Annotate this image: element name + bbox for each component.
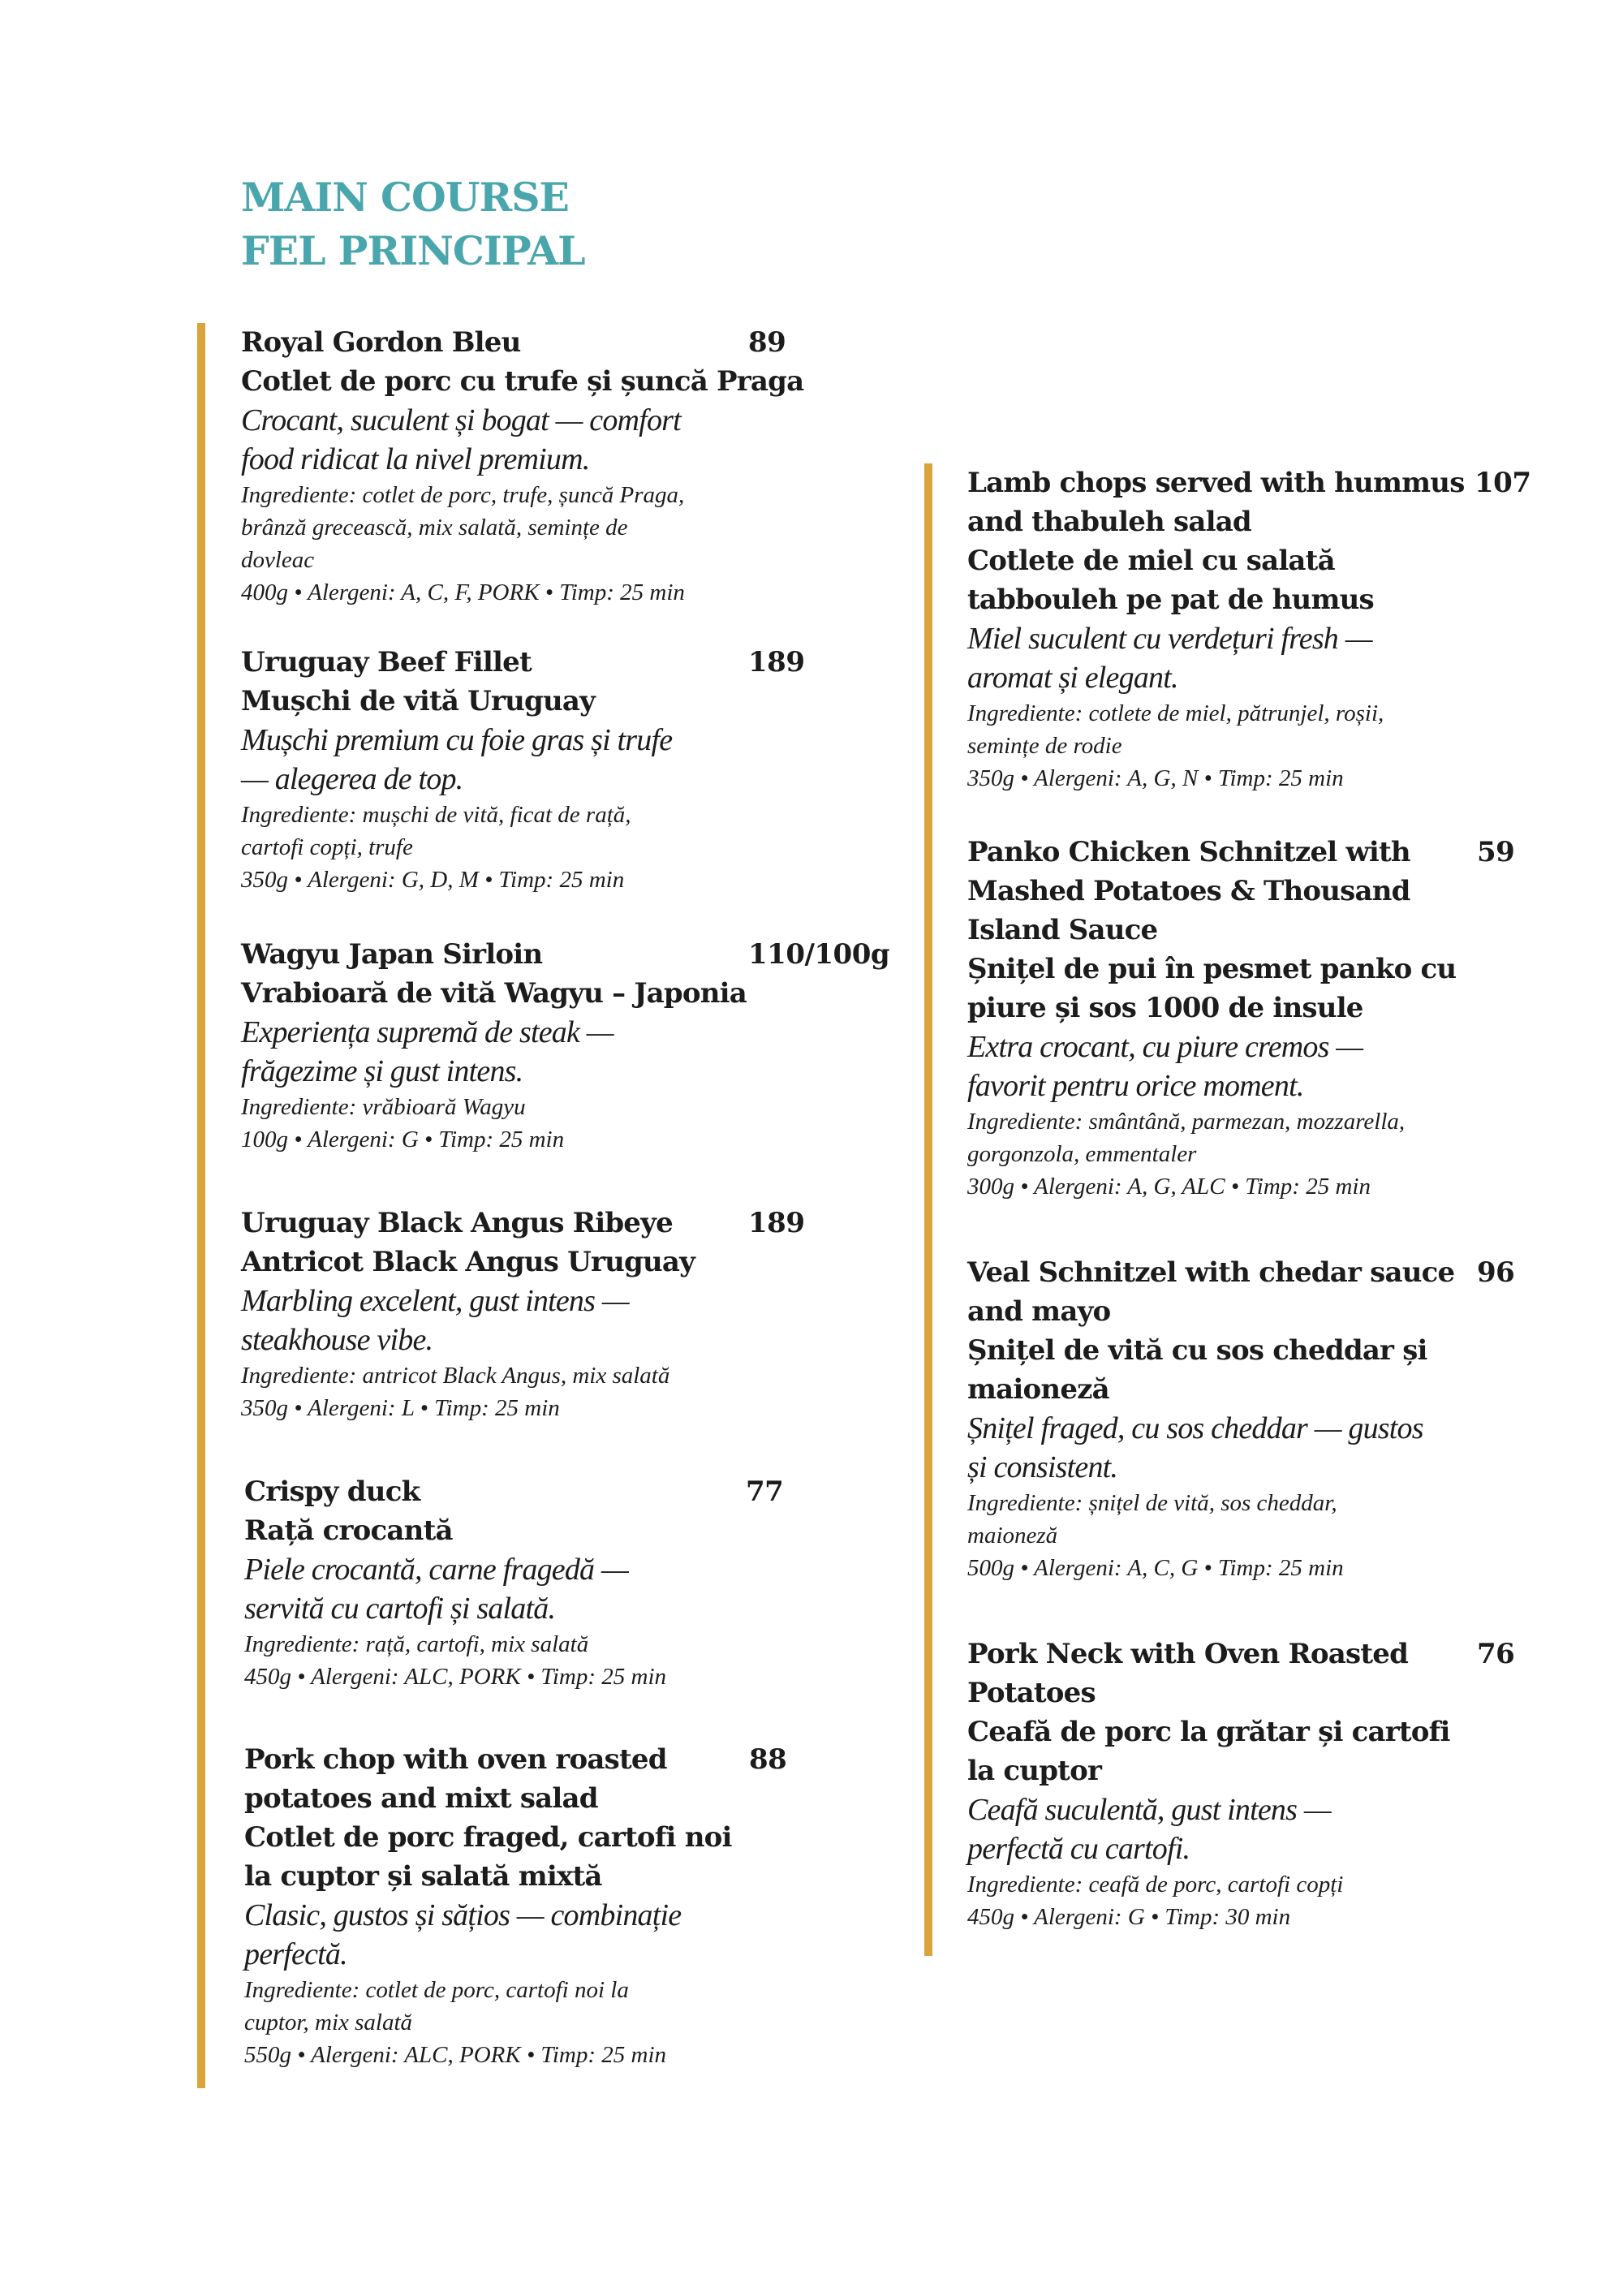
item-name: Pork chop with oven roasted potatoes and mixt salad <box>244 1743 667 1815</box>
page-title <box>241 170 585 278</box>
menu-item <box>241 643 842 896</box>
item-ingredients: Ingrediente: cotlet de porc, cartofi noi la cuptor, mix salată 550g • Alergeni: ALC, PORK • Timp: 25 min <box>244 1977 667 2068</box>
item-name-ro: Cotlete de miel cu salată tabbouleh pe pat de humus <box>967 545 1374 616</box>
item-price: 110/100g <box>748 938 890 971</box>
item-ingredients: Ingrediente: antricot Black Angus, mix salată 350g • Alergeni: L • Timp: 25 min <box>241 1363 670 1421</box>
menu-item <box>967 1635 1515 1933</box>
item-ingredients: Ingrediente: șnițel de vită, sos cheddar, maioneză 500g • Alergeni: A, C, G • Timp: 25 min <box>967 1490 1344 1581</box>
menu-item <box>241 323 842 609</box>
item-name: Lamb chops served with hummus and thabuleh salad <box>967 467 1465 538</box>
item-description: Clasic, gustos și sățios — combinație perfectă. <box>244 1898 682 1971</box>
item-name-ro: Rață crocantă <box>244 1514 453 1547</box>
item-name-ro: Antricot Black Angus Uruguay <box>241 1246 695 1278</box>
menu-item <box>967 833 1515 1203</box>
item-name: Panko Chicken Schnitzel with Mashed Potatoes & Thousand Island Sauce <box>967 836 1410 946</box>
menu-item <box>241 1204 842 1424</box>
item-description: Marbling excelent, gust intens — steakhouse vibe. <box>241 1284 629 1357</box>
item-name: Uruguay Beef Fillet <box>241 646 532 678</box>
item-description: Crocant, suculent și bogat — comfort food ridicat la nivel premium. <box>241 403 681 476</box>
item-name: Uruguay Black Angus Ribeye <box>241 1207 673 1239</box>
item-description: Extra crocant, cu piure cremos — favorit pentru orice moment. <box>967 1030 1363 1103</box>
item-description: Miel suculent cu verdețuri fresh — aromat și elegant. <box>967 622 1372 695</box>
item-name-ro: Șnițel de pui în pesmet panko cu piure și sos 1000 de insule <box>967 953 1457 1024</box>
item-ingredients: Ingrediente: mușchi de vită, ficat de rață, cartofi copți, trufe 350g • Alergeni: G, D, M • Timp: 25 min <box>241 802 631 893</box>
item-name-ro: Vrabioară de vită Wagyu – Japonia <box>241 977 747 1010</box>
item-price: 107 <box>1474 467 1531 499</box>
menu-item <box>244 1740 787 2071</box>
item-name: Crispy duck <box>244 1475 420 1508</box>
item-description: Piele crocantă, carne fragedă — servită cu cartofi și salată. <box>244 1553 628 1626</box>
item-description: Șnițel fraged, cu sos cheddar — gustos și consistent. <box>967 1411 1423 1484</box>
item-name: Royal Gordon Bleu <box>241 326 521 359</box>
item-ingredients: Ingrediente: cotlete de miel, pătrunjel, roșii, semințe de rodie 350g • Alergeni: A, G, N • Timp: 25 min <box>967 700 1384 791</box>
heading-ro: FEL PRINCIPAL <box>241 227 585 274</box>
item-ingredients: Ingrediente: vrăbioară Wagyu 100g • Alergeni: G • Timp: 25 min <box>241 1094 565 1152</box>
item-ingredients: Ingrediente: cotlet de porc, trufe, șuncă Praga, brânză grecească, mix salată, semințe de dovleac 400g • Alergeni: A, C, F, PORK • Timp: 25 min <box>241 482 685 605</box>
item-price: 189 <box>748 646 805 678</box>
menu-item <box>967 463 1531 795</box>
item-price: 189 <box>748 1207 805 1239</box>
item-ingredients: Ingrediente: smântână, parmezan, mozzarella, gorgonzola, emmentaler 300g • Alergeni: A, G, ALC • Timp: 25 min <box>967 1109 1406 1200</box>
item-price: 88 <box>749 1743 787 1776</box>
item-description: Mușchi premium cu foie gras și trufe — alegerea de top. <box>241 723 673 796</box>
item-name-ro: Cotlet de porc cu trufe și șuncă Praga <box>241 365 804 398</box>
menu-item <box>244 1472 845 1693</box>
item-name: Pork Neck with Oven Roasted Potatoes <box>967 1638 1409 1709</box>
menu-column-right <box>924 463 1573 1956</box>
item-ingredients: Ingrediente: rață, cartofi, mix salată 450g • Alergeni: ALC, PORK • Timp: 25 min <box>244 1631 667 1690</box>
item-name-ro: Mușchi de vită Uruguay <box>241 685 596 717</box>
item-price: 77 <box>746 1475 784 1508</box>
item-name-ro: Șnițel de vită cu sos cheddar și maioneză <box>967 1334 1427 1406</box>
menu-item <box>241 935 890 1156</box>
item-price: 76 <box>1477 1638 1515 1670</box>
menu-item <box>967 1253 1515 1584</box>
item-description: Experiența supremă de steak — frăgezime și gust intens. <box>241 1015 613 1088</box>
item-name: Veal Schnitzel with chedar sauce and mayo <box>967 1256 1455 1328</box>
item-price: 89 <box>748 326 786 359</box>
item-name-ro: Ceafă de porc la grătar și cartofi la cuptor <box>967 1716 1450 1787</box>
menu-column-left <box>197 323 919 2088</box>
item-price: 96 <box>1477 1256 1515 1289</box>
item-ingredients: Ingrediente: ceafă de porc, cartofi copți 450g • Alergeni: G • Timp: 30 min <box>967 1872 1344 1930</box>
item-name-ro: Cotlet de porc fraged, cartofi noi la cuptor și salată mixtă <box>244 1821 732 1893</box>
item-description: Ceafă suculentă, gust intens — perfectă cu cartofi. <box>967 1793 1331 1866</box>
heading-en: MAIN COURSE <box>241 174 569 221</box>
item-price: 59 <box>1477 836 1515 868</box>
item-name: Wagyu Japan Sirloin <box>241 938 543 971</box>
